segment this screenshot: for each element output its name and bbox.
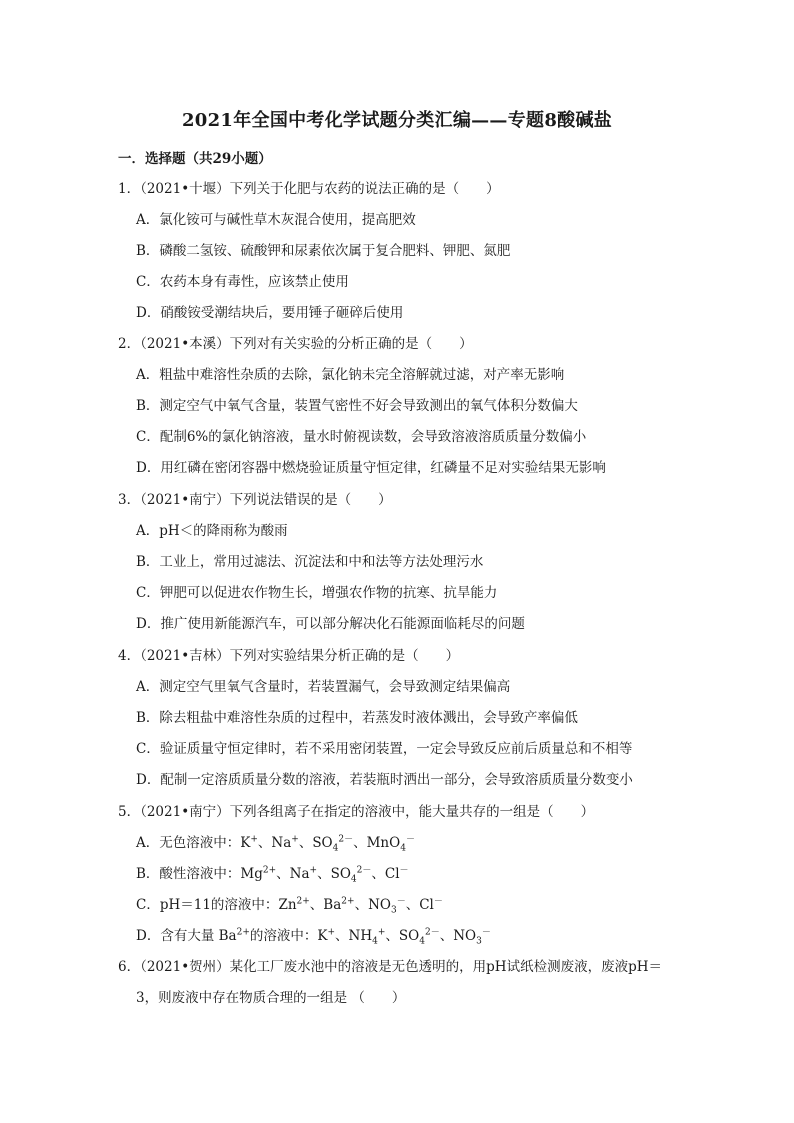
question-1-option-b: B．磷酸二氢铵、硫酸钾和尿素依次属于复合肥料、钾肥、氮肥: [136, 243, 511, 259]
question-3-option-b: B．工业上，常用过滤法、沉淀法和中和法等方法处理污水: [136, 554, 484, 570]
question-3-option-d: D．推广使用新能源汽车，可以部分解决化石能源面临耗尽的问题: [136, 616, 525, 632]
question-2-option-d: D．用红磷在密闭容器中燃烧验证质量守恒定律，红磷量不足对实验结果无影响: [136, 460, 606, 476]
question-4-option-a: A．测定空气里氧气含量时，若装置漏气，会导致测定结果偏高: [136, 679, 511, 695]
ion-so4: SO: [398, 928, 420, 944]
ion-ba: Ba: [218, 928, 237, 944]
question-1-option-d: D．硝酸铵受潮结块后，要用锤子砸碎后使用: [136, 305, 404, 321]
ion-k: K: [240, 835, 251, 851]
ion-na: Na: [289, 866, 310, 882]
ion-so4: SO: [330, 866, 351, 882]
question-4-option-c: C．验证质量守恒定律时，若不采用密闭装置，一定会导致反应前后质量总和不相等: [136, 741, 633, 757]
question-2-option-b: B．测定空气中氧气含量，装置气密性不好会导致测出的氧气体积分数偏大: [136, 398, 578, 414]
ion-zn: Zn: [278, 897, 297, 913]
option-prefix: A．无色溶液中：: [136, 835, 241, 851]
question-5-option-b: B．酸性溶液中：$Mg^{2+}$、Na+、$SO_4^{2-}$、Cl－: [136, 865, 409, 885]
question-2-stem: 2．（2021•本溪）下列对有关实验的分析正确的是（ ）: [118, 336, 473, 352]
question-1-option-a: A．氯化铵可与碱性草木灰混合使用，提高肥效: [136, 212, 416, 228]
option-prefix: D．含有大量: [136, 928, 215, 944]
ion-cl: Cl: [419, 897, 434, 913]
question-3-stem: 3．（2021•南宁）下列说法错误的是（ ）: [118, 492, 392, 508]
question-5-option-d: D．含有大量 $Ba^{2+}$的溶液中：K+、$NH_4^+$、$SO_4^{2-}$、$NO_3^-$: [136, 927, 491, 947]
question-1-stem: 1．（2021•十堰）下列关于化肥与农药的说法正确的是（ ）: [118, 181, 500, 197]
ion-so4: SO: [312, 835, 333, 851]
question-4-stem: 4．（2021•吉林）下列对实验结果分析正确的是（ ）: [118, 648, 460, 664]
question-1-option-c: C．农药本身有毒性，应该禁止使用: [136, 274, 349, 290]
ion-k: K: [317, 928, 328, 944]
question-5-option-a: A．无色溶液中：K+、Na+、$SO_4^{2-}$、MnO$_4$－: [136, 834, 415, 854]
section-heading: 一．选择题（共29小题）: [118, 151, 272, 167]
question-4-option-d: D．配制一定溶质质量分数的溶液，若装瓶时洒出一部分，会导致溶质质量分数变小: [136, 772, 633, 788]
ion-mg: Mg: [240, 866, 263, 882]
ion-nh4: NH: [348, 928, 373, 944]
option-mid: 的溶液中：: [249, 928, 318, 944]
question-6-stem-continued: 3，则废液中存在物质合理的一组是 （ ）: [136, 990, 406, 1006]
ion-ba: Ba: [323, 897, 342, 913]
question-4-option-b: B．除去粗盐中难溶性杂质的过程中，若蒸发时液体溅出，会导致产率偏低: [136, 710, 578, 726]
ion-na: Na: [271, 835, 292, 851]
question-3-option-c: C．钾肥可以促进农作物生长，增强农作物的抗寒、抗旱能力: [136, 585, 498, 601]
question-3-option-a: A．pH＜的降雨称为酸雨: [136, 523, 288, 539]
ion-mno4: MnO: [366, 835, 401, 851]
option-prefix: C．pH＝11的溶液中：: [136, 897, 279, 913]
question-6-stem: 6．（2021•贺州）某化工厂废水池中的溶液是无色透明的，用pH试纸检测废液，废液pH＝: [118, 959, 662, 975]
question-5-stem: 5．（2021•南宁）下列各组离子在指定的溶液中，能大量共存的一组是（ ）: [118, 804, 595, 820]
question-2-option-a: A．粗盐中难溶性杂质的去除，氯化钠未完全溶解就过滤，对产率无影响: [136, 367, 565, 383]
ion-no3: NO: [453, 928, 477, 944]
ion-no3: NO: [368, 897, 391, 913]
question-5-option-c: C．pH＝11的溶液中：$Zn^{2+}$、$Ba^{2+}$、$NO_3^-$、Cl－: [136, 896, 443, 916]
page-title: 2021年全国中考化学试题分类汇编——专题8酸碱盐: [181, 110, 613, 131]
option-prefix: B．酸性溶液中：: [136, 866, 241, 882]
ion-cl: Cl: [384, 866, 400, 882]
question-2-option-c: C．配制6%的氯化钠溶液，量水时俯视读数，会导致溶液溶质质量分数偏小: [136, 429, 587, 445]
